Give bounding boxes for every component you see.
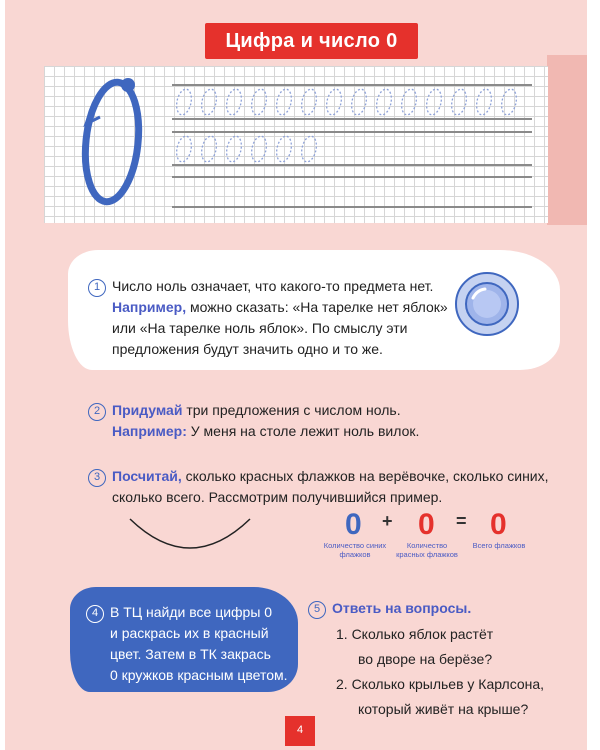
question-text: во дворе на берёзе? [358,651,493,667]
task-number: 3 [88,469,106,487]
task-text: и раскрась их в красный [110,625,269,641]
task-text: 0 кружков красным цветом. [110,667,288,683]
task-3 [88,466,549,508]
task-emphasis: Придумай [112,402,183,418]
task-text: цвет. Затем в ТК закрась [110,646,271,662]
task-text: У меня на столе лежит ноль вилок. [190,423,420,439]
page-edge [547,55,587,225]
task-number: 1 [88,279,106,297]
question-text: который живёт на крыше? [358,701,529,717]
writing-line [172,176,532,178]
caption-red-flags: Количество красных флажков [396,541,458,559]
task-text: три предложения с числом ноль. [186,402,401,418]
task-text: Число ноль означает, что какого-то предмета нет. [112,278,434,294]
task-1 [88,276,448,360]
task-emphasis: Например, [112,299,187,315]
question-2 [336,674,544,719]
task-text: сколько красных флажков на верёвочке, сколько синих, [185,468,549,484]
task-number: 4 [86,605,104,623]
equation-total: 0 [490,508,507,541]
equation-plus: + [382,511,393,531]
caption-blue-flags: Количество синих флажков [323,541,387,559]
plate-illustration [453,270,521,338]
question-text: 2. Сколько крыльев у Карлсона, [336,676,545,692]
task-emphasis: Ответь на вопросы. [332,600,472,616]
equation-red-count: 0 [418,508,435,541]
question-text: 1. Сколько яблок растёт [336,626,494,642]
task-text: можно сказать: «На тарелке нет яблок» [190,299,448,315]
writing-line [172,118,532,120]
task-text: сколько всего. Рассмотрим получившийся пример. [112,489,443,505]
caption-total-flags: Всего флажков [472,541,526,550]
trace-row-2 [174,133,534,165]
task-text: предложения будут значить одно и то же. [112,341,383,357]
task-number: 5 [308,601,326,619]
equation-blue-count: 0 [345,508,362,541]
task-text: В ТЦ найди все цифры 0 [110,604,273,620]
question-1 [336,624,544,669]
page-number: 4 [285,716,315,746]
writing-line [172,206,532,208]
task-emphasis: Например: [112,423,187,439]
task-5-heading [308,598,471,619]
task-text: или «На тарелке ноль яблок». По смыслу эти [112,320,408,336]
empty-rope-illustration [128,517,252,553]
question-list [336,624,544,724]
task-emphasis: Посчитай, [112,468,182,484]
equation-equals: = [456,511,467,531]
zero-writing-sample [62,70,162,210]
task-number: 2 [88,403,106,421]
trace-row-1 [174,86,534,118]
task-2 [88,400,419,442]
task-4 [86,602,291,686]
page-title: Цифра и число 0 [205,23,418,59]
